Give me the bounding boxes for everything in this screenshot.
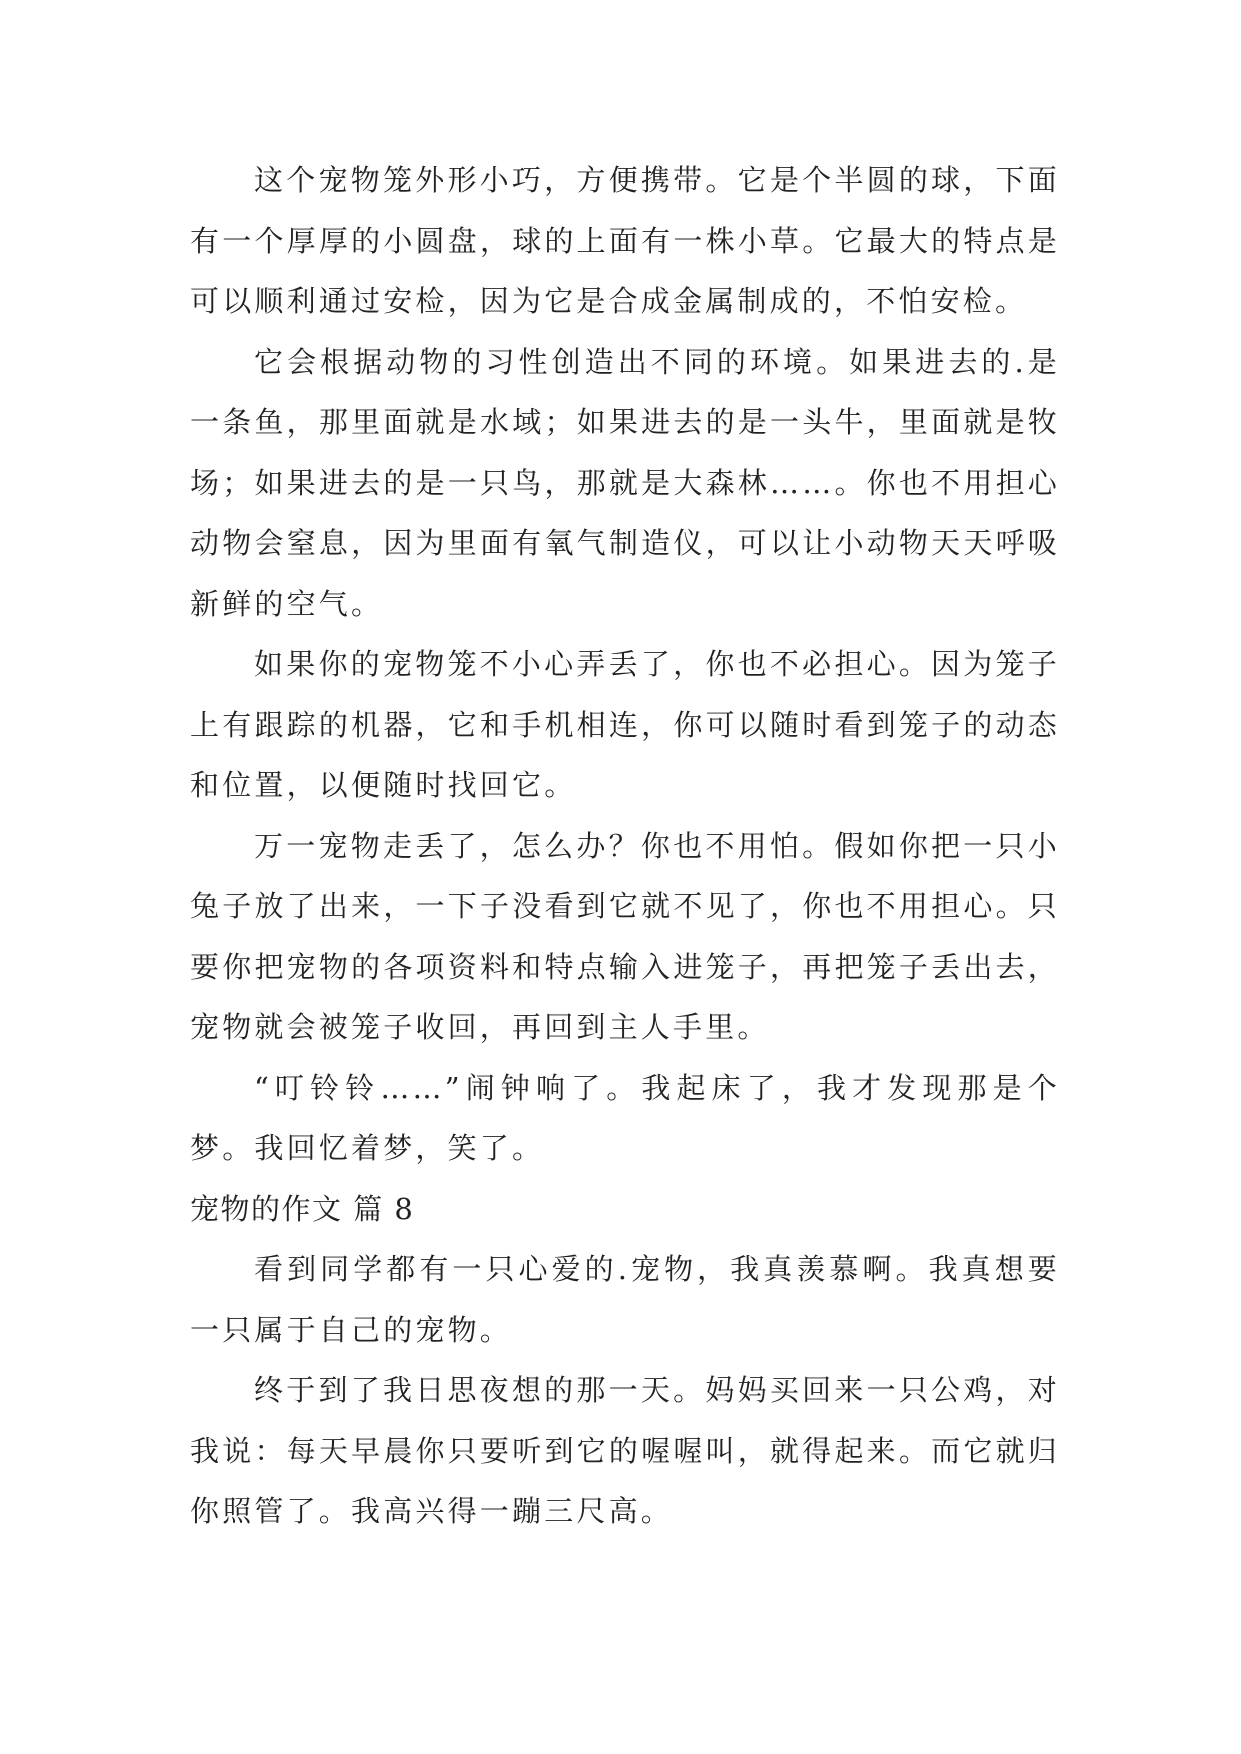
paragraph-2: 它会根据动物的习性创造出不同的环境。如果进去的.是一条鱼，那里面就是水域；如果进去的是一头牛，里面就是牧场；如果进去的是一只鸟，那就是大森林……。你也不用担心动物会窒息，因为里面有氧气制造仪，可以让小动物天天呼吸新鲜的空气。 [190,344,1060,621]
document-page [190,150,1060,1542]
paragraph-3: 如果你的宠物笼不小心弄丢了，你也不必担心。因为笼子上有跟踪的机器，它和手机相连，你可以随时看到笼子的动态和位置，以便随时找回它。 [190,647,1060,802]
paragraph-5: “叮铃铃……”闹钟响了。我起床了，我才发现那是个梦。我回忆着梦，笑了。 [190,1070,1060,1165]
paragraph-6: 看到同学都有一只心爱的.宠物，我真羡慕啊。我真想要一只属于自己的宠物。 [190,1252,1060,1347]
section-heading: 宠物的作文 篇 8 [190,1191,415,1226]
paragraph-7: 终于到了我日思夜想的那一天。妈妈买回来一只公鸡，对我说：每天早晨你只要听到它的喔喔叫，就得起来。而它就归你照管了。我高兴得一蹦三尺高。 [190,1373,1060,1528]
paragraph-4: 万一宠物走丢了，怎么办？你也不用怕。假如你把一只小兔子放了出来，一下子没看到它就不见了，你也不用担心。只要你把宠物的各项资料和特点输入进笼子，再把笼子丢出去，宠物就会被笼子收回，再回到主人手里。 [190,828,1060,1044]
paragraph-1: 这个宠物笼外形小巧，方便携带。它是个半圆的球，下面有一个厚厚的小圆盘，球的上面有一株小草。它最大的特点是可以顺利通过安检，因为它是合成金属制成的，不怕安检。 [190,163,1060,318]
